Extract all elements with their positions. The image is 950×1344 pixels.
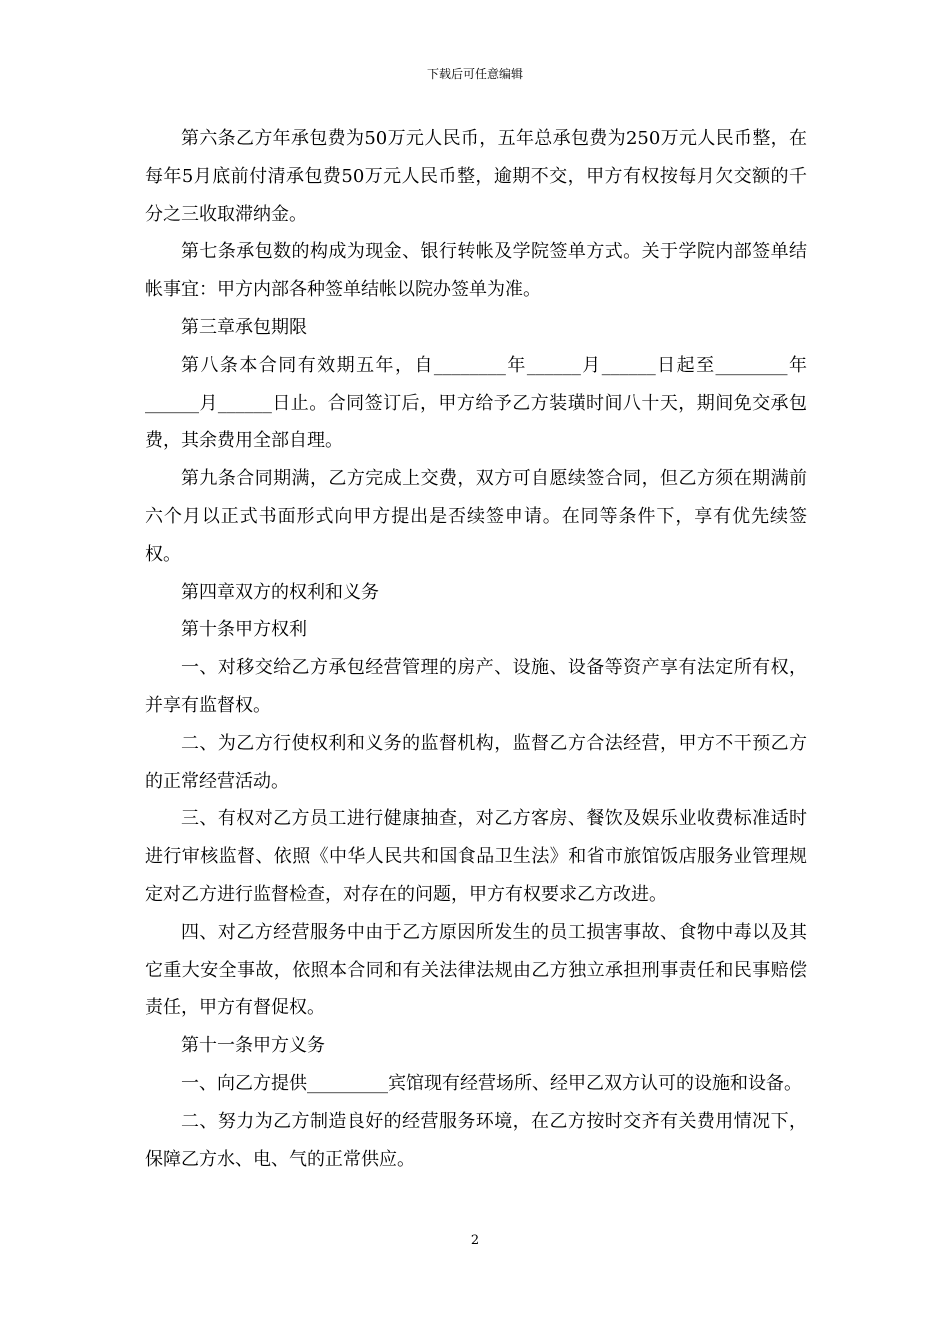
article-heading-11: 第十一条甲方义务 xyxy=(181,1035,325,1057)
list-item-right-4: 四、对乙方经营服务中由于乙方原因所发生的员工损害事故、食物中毒以及其它重大安全事故，依照本合同和有关法律法规由乙方独立承担刑事责任和民事赔偿责任，甲方有督促权。 xyxy=(145,921,807,1019)
paragraph-article-6: 第六条乙方年承包费为50万元人民币，五年总承包费为250万元人民币整，在每年5月底前付清承包费50万元人民币整，逾期不交，甲方有权按每月欠交额的千分之三收取滞纳金。 xyxy=(145,128,807,225)
chapter-heading-4: 第四章双方的权利和义务 xyxy=(181,581,379,603)
list-item-right-3: 三、有权对乙方员工进行健康抽查，对乙方客房、餐饮及娱乐业收费标准适时进行审核监督、依照《中华人民共和国食品卫生法》和省市旅馆饭店服务业管理规定对乙方进行监督检查，对存在的问题，甲方有权要求乙方改进。 xyxy=(145,808,807,905)
list-item-right-1: 一、对移交给乙方承包经营管理的房产、设施、设备等资产享有法定所有权，并享有监督权。 xyxy=(145,657,807,716)
list-item-duty-1: 一、向乙方提供_________宾馆现有经营场所、经甲乙双方认可的设施和设备。 xyxy=(181,1072,802,1094)
paragraph-article-9: 第九条合同期满，乙方完成上交费，双方可自愿续签合同，但乙方须在期满前六个月以正式书面形式向甲方提出是否续签申请。在同等条件下，享有优先续签权。 xyxy=(145,468,807,565)
list-item-duty-2: 二、努力为乙方制造良好的经营服务环境，在乙方按时交齐有关费用情况下，保障乙方水、电、气的正常供应。 xyxy=(145,1110,807,1170)
paragraph-article-7: 第七条承包数的构成为现金、银行转帐及学院签单方式。关于学院内部签单结帐事宜：甲方内部各种签单结帐以院办签单为准。 xyxy=(145,241,807,301)
paragraph-article-8: 第八条本合同有效期五年，自________年______月______日起至________年______月______日止。合同签订后，甲方给予乙方装璜时间八十天，期间免交承包费，其余费用全部自理。 xyxy=(145,354,807,452)
document-body xyxy=(145,120,807,1178)
list-item-right-2: 二、为乙方行使权利和义务的监督机构，监督乙方合法经营，甲方不干预乙方的正常经营活动。 xyxy=(145,732,807,792)
article-heading-10: 第十条甲方权利 xyxy=(181,619,307,641)
page-number: 2 xyxy=(470,1233,480,1248)
page-header: 下载后可任意编辑 xyxy=(426,67,523,81)
chapter-heading-3: 第三章承包期限 xyxy=(181,316,307,338)
